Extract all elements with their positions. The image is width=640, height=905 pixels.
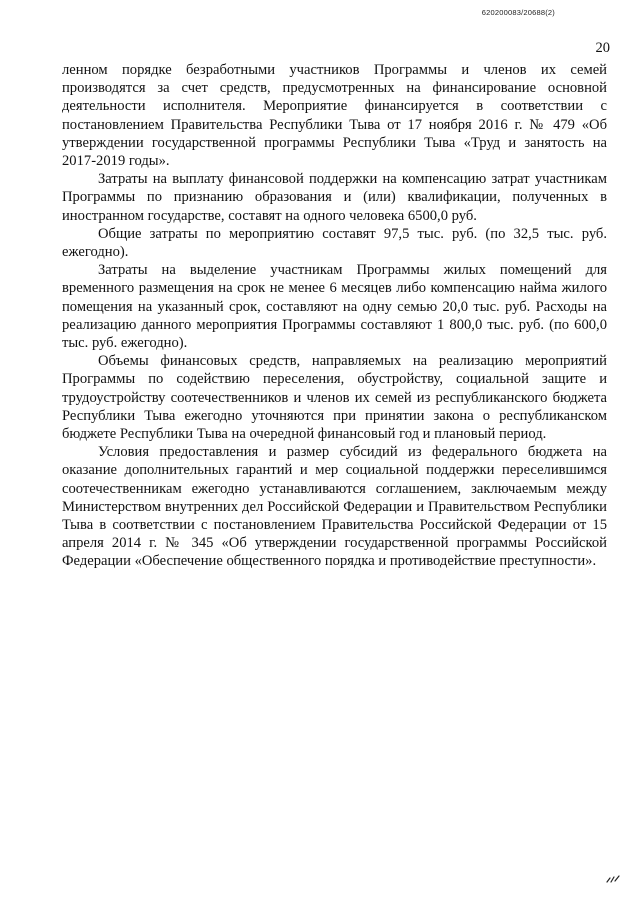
page-number: 20 [595,40,610,56]
paragraph-total-costs: Общие затраты по мероприятию составят 97,5 тыс. руб. (по 32,5 тыс. руб. ежегодно). [62,225,607,261]
document-body [62,61,607,571]
paragraph-continued: ленном порядке безработными участников Программы и членов их семей производятся за счет средств, предусмотренных на финансирование основной деятельности исполнителя. Мероприятие финансируется в соответствии с постановлением Правительства Республики Тыва от 17 ноября 2016 г. № 479 «Об утверждении государственной программы Республики Тыва «Труд и занятость на 2017-2019 годы». [62,62,607,170]
paragraph-financing-volumes: Объемы финансовых средств, направляемых на реализацию мероприятий Программы по содействию переселения, обустройству, социальной защите и трудоустройству соотечественников и членов их семей из республиканского бюджета Республики Тыва ежегодно уточняются при принятии закона о республиканском бюджете Республики Тыва на очередной финансовый год и плановый период. [62,353,607,443]
paragraph-subsidy-conditions: Условия предоставления и размер субсидий из федерального бюджета на оказание дополнительных гарантий и мер социальной поддержки переселившимся соотечественникам ежегодно устанавливаются соглашением, заключаемым между Министерством внутренних дел Российской Федерации и Правительством Республики Тыва в соответствии с постановлением Правительства Российской Федерации от 15 апреля 2014 г. № 345 «Об утверждении государственной программы Российской Федерации «Обеспечение общественного порядка и противодействие преступности». [62,444,607,570]
document-id: 620200083/20688(2) [481,8,555,17]
paragraph-qualification-costs: Затраты на выплату финансовой поддержки на компенсацию затрат участникам Программы по признанию образования и (или) квалификации, полученных в иностранном государстве, составят на одного человека 6500,0 руб. [62,171,607,224]
initials-mark-icon [606,875,620,883]
paragraph-housing-costs: Затраты на выделение участникам Программы жилых помещений для временного размещения на срок не менее 6 месяцев либо компенсацию найма жилого помещения на указанный срок, составляют на одну семью 20,0 тыс. руб. Расходы на реализацию данного мероприятия Программы составляют 1 800,0 тыс. руб. (по 600,0 тыс. руб. ежегодно). [62,262,607,352]
